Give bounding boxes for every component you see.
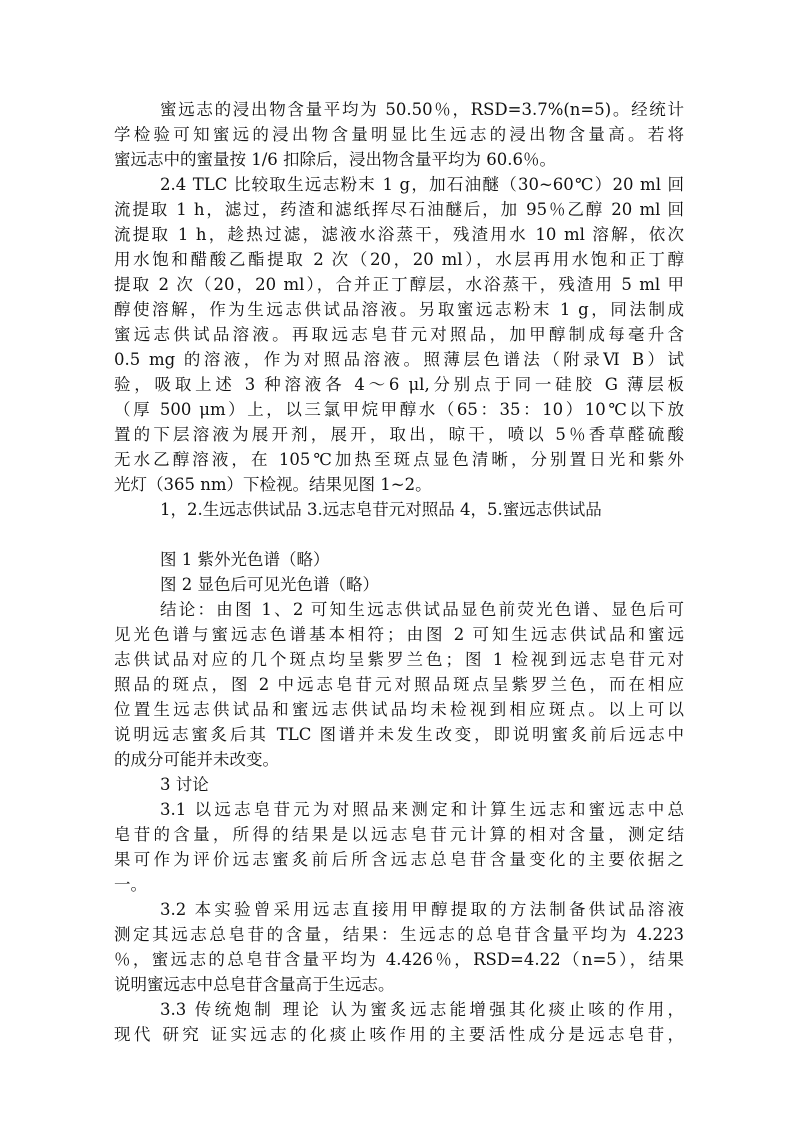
paragraph-line: 流提取 1 h，滤过，药渣和滤纸挥尽石油醚后，加 95％乙醇 20 ml 回	[114, 200, 684, 219]
paragraph-line: 光灯（365 nm）下检视。结果见图 1~2。	[114, 475, 432, 494]
paragraph-line: （厚 500 μm）上，以三氯甲烷甲醇水（65：35：10）10℃以下放	[114, 400, 684, 419]
paragraph-line: 现代 研究 证实远志的化痰止咳作用的主要活性成分是远志皂苷，	[114, 1025, 684, 1044]
paragraph-line: 位置生远志供试品和蜜远志供试品均未检视到相应斑点。以上可以	[114, 700, 684, 719]
section-heading: 3 讨论	[160, 775, 209, 794]
paragraph-line: 蜜远志供试品溶液。再取远志皂苷元对照品，加甲醇制成每毫升含	[114, 325, 684, 344]
paragraph-line: 蜜远志中的蜜量按 1/6 扣除后，浸出物含量平均为 60.6％。	[114, 150, 557, 169]
paragraph-line: 志供试品对应的几个斑点均呈紫罗兰色；图 1 检视到远志皂苷元对	[114, 650, 684, 669]
paragraph-line: 3.3 传统炮制 理论 认为蜜炙远志能增强其化痰止咳的作用，	[160, 1000, 684, 1019]
paragraph-line: 3.1 以远志皂苷元为对照品来测定和计算生远志和蜜远志中总	[160, 800, 684, 819]
paragraph-line: 的成分可能并未改变。	[114, 750, 279, 769]
paragraph-line: 学检验可知蜜远的浸出物含量明显比生远志的浸出物含量高。若将	[114, 125, 684, 144]
paragraph-line: 置的下层溶液为展开剂，展开，取出，晾干，喷以 5％香草醛硫酸	[114, 425, 684, 444]
paragraph-line: 2.4 TLC 比较取生远志粉末 1 g，加石油醚（30~60℃）20 ml 回	[160, 175, 684, 194]
paragraph-line: 说明蜜远志中总皂苷含量高于生远志。	[114, 975, 395, 994]
paragraph-line: 醇使溶解，作为生远志供试品溶液。另取蜜远志粉末 1 g，同法制成	[114, 300, 684, 319]
paragraph-line: 0.5 mg 的溶液，作为对照品溶液。照薄层色谱法（附录Ⅵ B）试	[114, 350, 684, 369]
paragraph-line: 蜜远志的浸出物含量平均为 50.50％，RSD=3.7%(n=5)。经统计	[160, 100, 684, 119]
paragraph-line: 无水乙醇溶液，在 105℃加热至斑点显色清晰，分别置日光和紫外	[114, 450, 684, 469]
paragraph-line: 皂苷的含量，所得的结果是以远志皂苷元计算的相对含量，测定结	[114, 825, 684, 844]
figure-caption-2: 图 2 显色后可见光色谱（略）	[160, 575, 379, 594]
paragraph-line: 说明远志蜜炙后其 TLC 图谱并未发生改变，即说明蜜炙前后远志中	[114, 725, 684, 744]
paragraph-line: 照品的斑点，图 2 中远志皂苷元对照品斑点呈紫罗兰色，而在相应	[114, 675, 684, 694]
paragraph-line: 见光色谱与蜜远志色谱基本相符；由图 2 可知生远志供试品和蜜远	[114, 625, 684, 644]
figure-caption-1: 图 1 紫外光色谱（略）	[160, 550, 330, 569]
paragraph-line: 3.2 本实验曾采用远志直接用甲醇提取的方法制备供试品溶液	[160, 900, 684, 919]
figure-legend: 1，2.生远志供试品 3.远志皂苷元对照品 4，5.蜜远志供试品	[160, 500, 602, 519]
paragraph-line: 测定其远志总皂苷的含量，结果：生远志的总皂苷含量平均为 4.223	[114, 925, 684, 944]
paragraph-line: 一。	[114, 875, 147, 894]
paragraph-line: ％，蜜远志的总皂苷含量平均为 4.426％，RSD=4.22（n=5），结果	[114, 950, 684, 969]
paragraph-line: 验，吸取上述 3 种溶液各 4～6 μl,分别点于同一硅胶 G 薄层板	[114, 375, 684, 394]
paragraph-line: 提取 2 次（20，20 ml），合并正丁醇层，水浴蒸干，残渣用 5 ml 甲	[114, 275, 684, 294]
paragraph-line: 用水饱和醋酸乙酯提取 2 次（20，20 ml），水层再用水饱和正丁醇	[114, 250, 684, 269]
paragraph-line: 流提取 1 h，趁热过滤，滤液水浴蒸干，残渣用水 10 ml 溶解，依次	[114, 225, 684, 244]
paragraph-line: 果可作为评价远志蜜炙前后所含远志总皂苷含量变化的主要依据之	[114, 850, 684, 869]
paragraph-line: 结论：由图 1、2 可知生远志供试品显色前荧光色谱、显色后可	[160, 600, 684, 619]
